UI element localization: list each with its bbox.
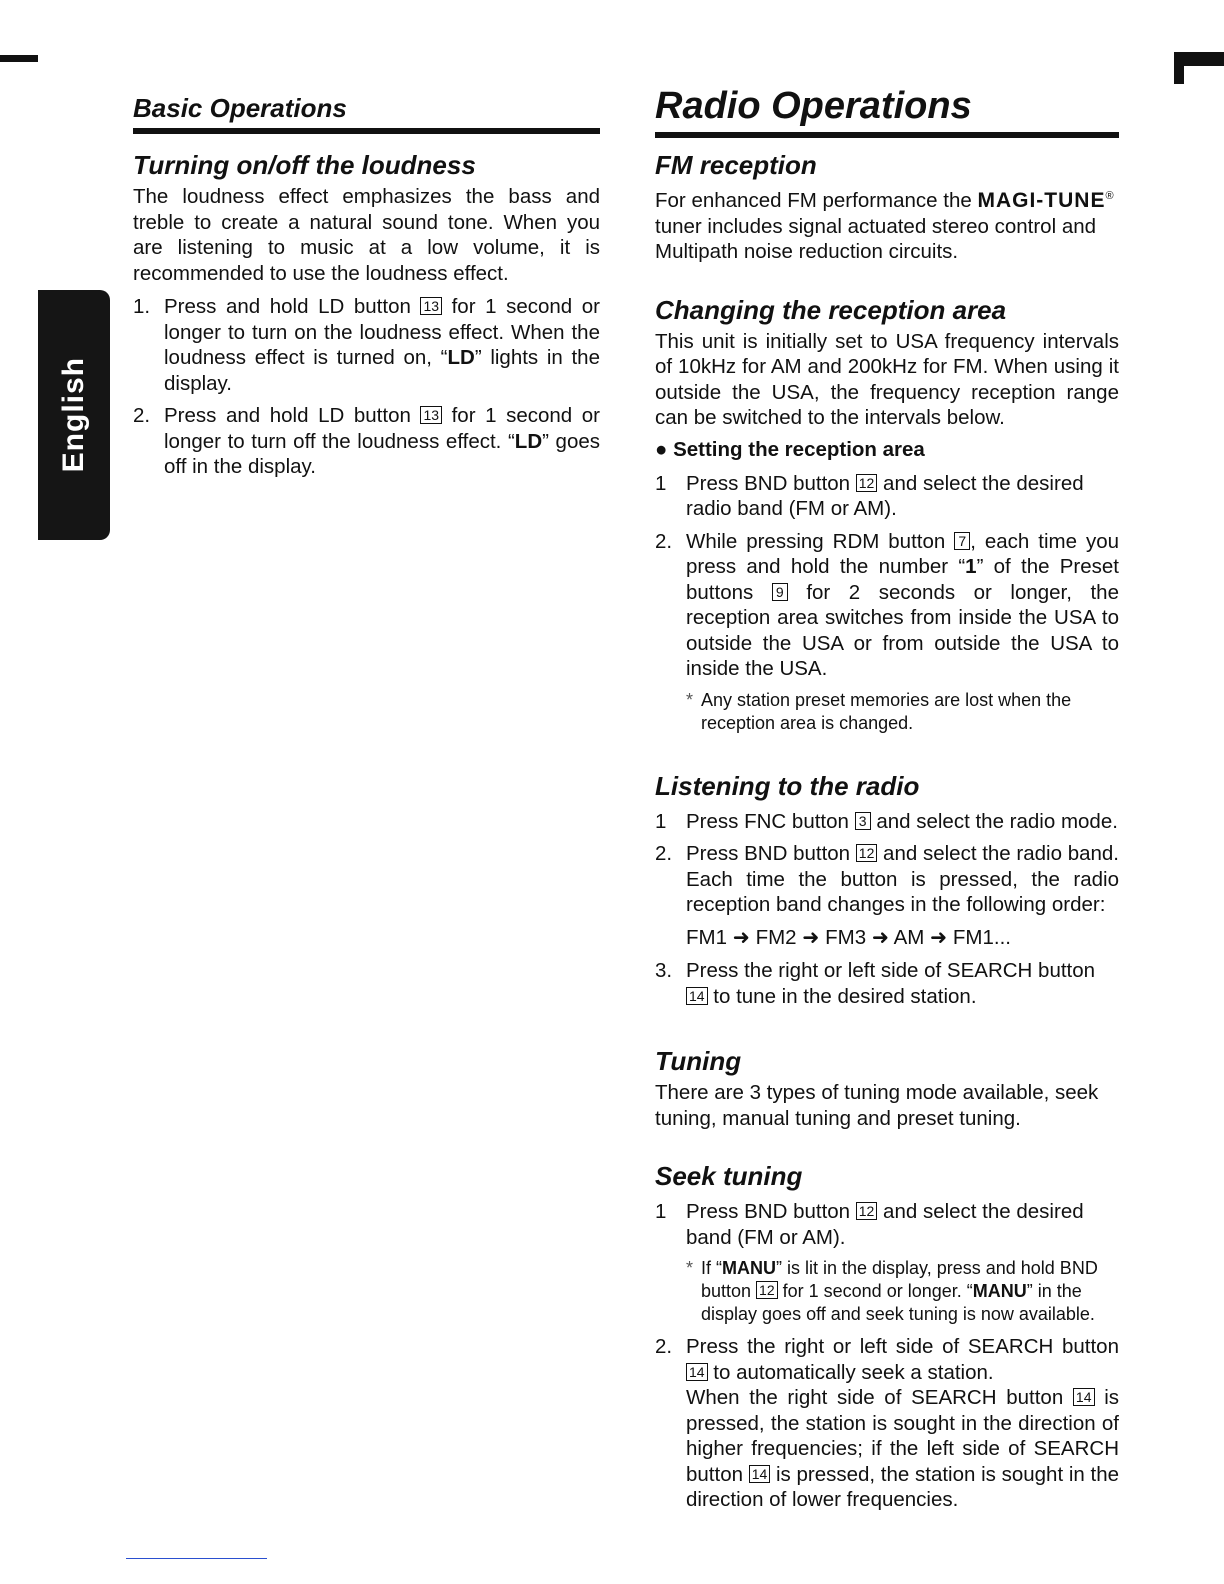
loudness-section — [133, 150, 600, 487]
button-number-box: 13 — [420, 406, 442, 424]
seek-steps — [655, 1199, 1119, 1250]
setting-reception-area-subhead: ● Setting the reception area — [655, 437, 925, 461]
list-item: 1 Press BND button 12 and select the desired radio band (FM or AM). — [655, 471, 1084, 520]
fm-reception-text: For enhanced FM performance the MAGI-TUNE® tuner includes signal actuated stereo control and Multipath noise reduction circuits. — [655, 189, 1114, 263]
language-tab-label: English — [57, 357, 90, 473]
button-number-box: 14 — [749, 1465, 771, 1483]
crop-mark-left — [0, 55, 38, 62]
list-item: 2. While pressing RDM button 7 , each time you press and hold the number “1” of the Preset buttons 9 for 2 seconds or longer, the reception area switches from inside the USA to outside the USA or from outside the USA to inside the USA. — [655, 529, 1119, 680]
section-header-basic-operations: Basic Operations — [133, 93, 347, 123]
list-item: 3. Press the right or left side of SEARCH button 14 to tune in the desired station. — [655, 959, 1096, 1008]
listening-steps-cont — [655, 958, 1119, 1009]
seek-steps-cont — [655, 1334, 1119, 1513]
fm-reception-title: FM reception — [655, 150, 817, 180]
button-number-box: 12 — [856, 1202, 878, 1220]
button-number-box: 14 — [686, 1363, 708, 1381]
section-header-radio-operations: Radio Operations — [655, 85, 972, 127]
button-number-box: 13 — [420, 297, 442, 315]
reception-area-note: * Any station preset memories are lost when the reception area is changed. — [686, 689, 1072, 733]
reception-area-steps — [655, 471, 1119, 682]
button-number-box: 9 — [772, 583, 788, 601]
list-item: 2. Press and hold LD button 13 for 1 second or longer to turn off the loudness effect. “LD” goes off in the display. — [133, 404, 600, 478]
list-item: 1 Press FNC button 3 and select the radio mode. — [655, 809, 1118, 833]
list-item: 2. Press BND button 12 and select the radio band. Each time the button is pressed, the radio reception band changes in the following order: — [655, 842, 1119, 916]
listening-steps — [655, 809, 1119, 918]
listening-title: Listening to the radio — [655, 770, 920, 801]
footnote-rule — [126, 1558, 267, 1559]
header-rule — [655, 132, 1119, 138]
right-page-header — [655, 84, 1119, 138]
button-number-box: 12 — [756, 1281, 778, 1299]
button-number-box: 12 — [856, 474, 878, 492]
button-number-box: 7 — [954, 532, 970, 550]
list-item: 2. Press the right or left side of SEARCH button 14 to automatically seek a station. When the right side of SEARCH button 14 is pressed, the station is sought in the direction of higher frequencies; if the left side of SEARCH button 14 is pressed, the station is sought in the direction of lower frequencies. — [655, 1335, 1119, 1511]
tuning-intro: There are 3 types of tuning mode available, seek tuning, manual tuning and preset tuning. — [655, 1081, 1099, 1130]
band-sequence: FM1 ➜ FM2 ➜ FM3 ➜ AM ➜ FM1... — [686, 925, 1011, 949]
magi-tune-logo: MAGI-TUNE — [977, 189, 1106, 212]
list-item: 1. Press and hold LD button 13 for 1 second or longer to turn on the loudness effect. When the loudness effect is turned on, “LD” lights in the display. — [133, 295, 600, 395]
button-number-box: 12 — [856, 844, 878, 862]
reception-area-intro: This unit is initially set to USA frequency intervals of 10kHz for AM and 200kHz for FM. When using it outside the USA, the frequency reception range can be switched to the intervals below. — [655, 329, 1119, 429]
reception-area-title: Changing the reception area — [655, 294, 1007, 325]
loudness-title: Turning on/off the loudness — [133, 150, 476, 180]
left-page-header — [133, 92, 600, 134]
tuning-title: Tuning — [655, 1046, 742, 1076]
crop-mark-right — [1174, 52, 1224, 66]
header-rule — [133, 128, 600, 134]
button-number-box: 14 — [1073, 1388, 1095, 1406]
seek-tuning-title: Seek tuning — [655, 1161, 803, 1191]
seek-note: * If “MANU” is lit in the display, press and hold BND button 12 for 1 second or longer. “MANU” in the display goes off and seek tuning is now available. — [686, 1258, 1098, 1324]
loudness-intro: The loudness effect emphasizes the bass and treble to create a natural sound tone. When you are listening to music at a low volume, it is recommended to use the loudness effect. — [133, 185, 600, 285]
button-number-box: 14 — [686, 987, 708, 1005]
loudness-steps — [133, 294, 600, 480]
language-tab — [38, 290, 110, 540]
right-content — [655, 150, 1119, 1520]
list-item: 1 Press BND button 12 and select the desired band (FM or AM). — [655, 1200, 1084, 1249]
button-number-box: 3 — [855, 812, 871, 830]
